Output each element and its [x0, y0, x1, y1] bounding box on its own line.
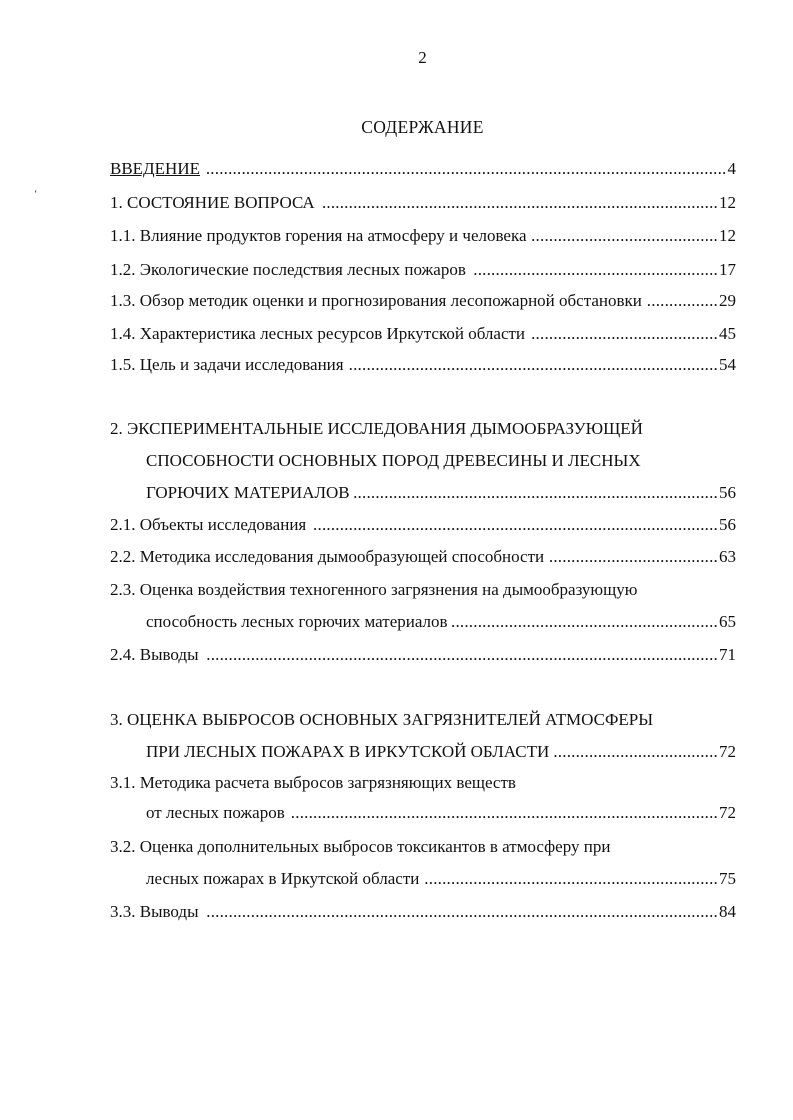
toc-entry	[0, 835, 793, 859]
toc-entry-page: 4	[727, 159, 736, 178]
toc-entry	[0, 545, 793, 569]
toc-entry-text: 2.3. Оценка воздействия техногенного загрязнения на дымообразующую	[110, 580, 638, 599]
toc-entry-page: 65	[719, 612, 736, 631]
toc-entry	[0, 258, 793, 282]
toc-dot-leader: .......................................................	[473, 260, 718, 279]
toc-entry-text: 3. ОЦЕНКА ВЫБРОСОВ ОСНОВНЫХ ЗАГРЯЗНИТЕЛЕЙ АТМОСФЕРЫ	[110, 710, 654, 729]
toc-entry	[0, 708, 793, 732]
toc-entry-text: 2. ЭКСПЕРИМЕНТАЛЬНЫЕ ИССЛЕДОВАНИЯ ДЫМООБРАЗУЮЩЕЙ	[110, 419, 643, 438]
toc-entry	[0, 867, 793, 891]
toc-entry-text: ПРИ ЛЕСНЫХ ПОЖАРАХ В ИРКУТСКОЙ ОБЛАСТИ	[146, 742, 550, 761]
toc-dot-leader: ...................................................................................	[348, 355, 718, 374]
toc-dot-leader: ..................................................................................	[353, 483, 718, 502]
toc-entry-text: ГОРЮЧИХ МАТЕРИАЛОВ	[146, 483, 350, 502]
toc-dot-leader: .....................................	[553, 742, 718, 761]
stray-mark: ‘	[34, 189, 38, 200]
toc-entry	[0, 513, 793, 537]
toc-entry-page: 72	[719, 742, 736, 761]
toc-dot-leader: ...................................................................................................................	[206, 645, 718, 664]
toc-dot-leader: .....................................................................................................................	[205, 159, 727, 178]
toc-entry	[0, 322, 793, 346]
toc-entry-page: 12	[719, 193, 736, 212]
toc-entry	[0, 289, 793, 313]
toc-entry	[0, 449, 793, 473]
toc-entry-page: 71	[719, 645, 736, 664]
toc-entry	[0, 771, 793, 795]
toc-entry	[0, 578, 793, 602]
toc-entry-text: СПОСОБНОСТИ ОСНОВНЫХ ПОРОД ДРЕВЕСИНЫ И ЛЕСНЫХ	[146, 451, 641, 470]
toc-entry-page: 84	[719, 902, 736, 921]
toc-entry-text: 3.2. Оценка дополнительных выбросов токсикантов в атмосферу при	[110, 837, 611, 856]
toc-entry-text: 1. СОСТОЯНИЕ ВОПРОСА	[110, 193, 315, 212]
toc-dot-leader: ..........................................	[531, 324, 718, 343]
toc-entry-text: 2.4. Выводы	[110, 645, 199, 664]
toc-entry-page: 75	[719, 869, 736, 888]
toc-entry-text: 2.1. Объекты исследования	[110, 515, 307, 534]
toc-entry-text: 1.4. Характеристика лесных ресурсов Иркутской области	[110, 324, 526, 343]
toc-entry-page: 72	[719, 803, 736, 822]
toc-entry-page: 63	[719, 547, 736, 566]
toc-entry-text: ВВЕДЕНИЕ	[110, 159, 200, 178]
toc-dot-leader: ..........................................	[531, 226, 718, 245]
toc-dot-leader: ............................................................	[451, 612, 718, 631]
toc-entry-text: от лесных пожаров	[146, 803, 285, 822]
toc-entry-text: лесных пожарах в Иркутской области	[146, 869, 420, 888]
toc-entry-text: 1.5. Цель и задачи исследования	[110, 355, 344, 374]
toc-entry-text: 1.2. Экологические последствия лесных пожаров	[110, 260, 466, 279]
toc-entry-text: 3.3. Выводы	[110, 902, 199, 921]
toc-entry	[0, 740, 793, 764]
toc-title: СОДЕРЖАНИЕ	[361, 117, 484, 137]
toc-entry-text: 2.2. Методика исследования дымообразующей способности	[110, 547, 545, 566]
toc-dot-leader: ................................................................................................	[290, 803, 718, 822]
toc-entry	[0, 353, 793, 377]
toc-dot-leader: ......................................	[548, 547, 718, 566]
toc-dot-leader: ................	[646, 291, 718, 310]
page-number: 2	[418, 48, 427, 67]
toc-entry	[0, 481, 793, 505]
toc-entry-page: 56	[719, 483, 736, 502]
toc-entry-page: 29	[719, 291, 736, 310]
toc-entry-text: способность лесных горючих материалов	[146, 612, 448, 631]
toc-entry	[0, 900, 793, 924]
toc-entry	[0, 417, 793, 441]
toc-dot-leader: ..................................................................	[424, 869, 718, 888]
toc-dot-leader: ...................................................................................................................	[206, 902, 718, 921]
toc-entry-page: 12	[719, 226, 736, 245]
toc-entry-page: 17	[719, 260, 736, 279]
toc-entry	[0, 610, 793, 634]
toc-entry-text: 3.1. Методика расчета выбросов загрязняющих веществ	[110, 773, 516, 792]
toc-entry	[0, 157, 793, 181]
toc-entry-text: 1.3. Обзор методик оценки и прогнозирования лесопожарной обстановки	[110, 291, 642, 310]
toc-entry	[0, 643, 793, 667]
toc-entry-page: 56	[719, 515, 736, 534]
toc-entry	[0, 224, 793, 248]
toc-dot-leader: .........................................................................................	[321, 193, 718, 212]
toc-entry	[0, 191, 793, 215]
toc-entry-text: 1.1. Влияние продуктов горения на атмосферу и человека	[110, 226, 527, 245]
toc-entry-page: 45	[719, 324, 736, 343]
toc-dot-leader: ...........................................................................................	[313, 515, 718, 534]
toc-entry	[0, 801, 793, 825]
toc-entry-page: 54	[719, 355, 736, 374]
